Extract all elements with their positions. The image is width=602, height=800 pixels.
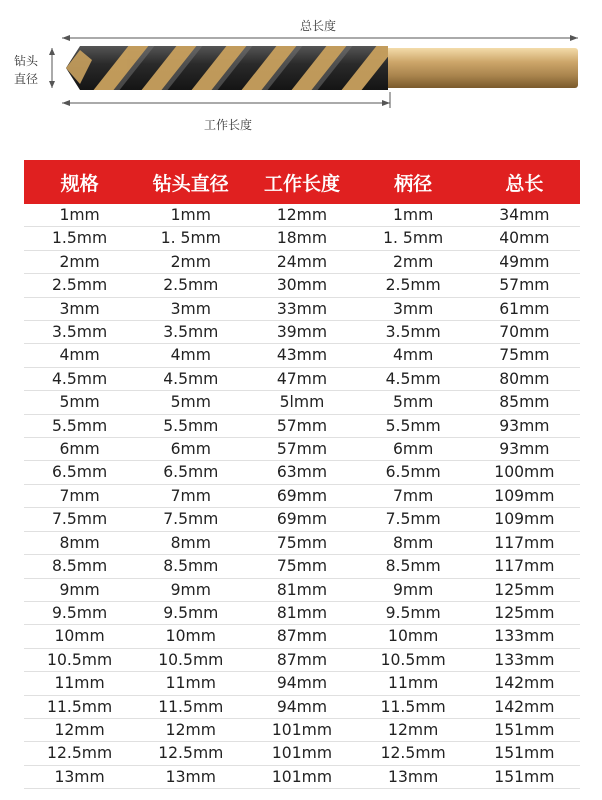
drill-shank — [380, 48, 578, 88]
cell-spec: 4mm — [24, 344, 135, 367]
cell-shank-diameter: 11mm — [358, 672, 469, 695]
cell-shank-diameter: 7.5mm — [358, 508, 469, 531]
cell-spec: 8.5mm — [24, 555, 135, 578]
cell-spec: 1mm — [24, 204, 135, 227]
cell-shank-diameter: 5mm — [358, 391, 469, 414]
diameter-dimension — [49, 48, 55, 88]
table-row — [24, 672, 580, 695]
cell-working-length: 75mm — [246, 555, 357, 578]
table-row — [24, 321, 580, 344]
cell-spec: 9mm — [24, 578, 135, 601]
cell-shank-diameter: 12.5mm — [358, 742, 469, 765]
cell-shank-diameter: 8.5mm — [358, 555, 469, 578]
table-row — [24, 227, 580, 250]
table-row — [24, 274, 580, 297]
cell-total-length: 109mm — [469, 484, 580, 507]
table-row — [24, 508, 580, 531]
cell-shank-diameter: 2.5mm — [358, 274, 469, 297]
cell-total-length: 57mm — [469, 274, 580, 297]
cell-working-length: 69mm — [246, 484, 357, 507]
cell-shank-diameter: 4mm — [358, 344, 469, 367]
cell-shank-diameter: 6mm — [358, 438, 469, 461]
cell-working-length: 18mm — [246, 227, 357, 250]
cell-shank-diameter: 6.5mm — [358, 461, 469, 484]
cell-shank-diameter: 10.5mm — [358, 648, 469, 671]
drill-fluted-body — [60, 44, 398, 94]
cell-bit-diameter: 10.5mm — [135, 648, 246, 671]
cell-bit-diameter: 10mm — [135, 625, 246, 648]
cell-total-length: 93mm — [469, 414, 580, 437]
cell-total-length: 117mm — [469, 531, 580, 554]
cell-spec: 3.5mm — [24, 321, 135, 344]
cell-bit-diameter: 9.5mm — [135, 601, 246, 624]
table-row — [24, 344, 580, 367]
cell-working-length: 5lmm — [246, 391, 357, 414]
header-bit-diameter: 钻头直径 — [135, 160, 246, 204]
working-length-dimension — [62, 92, 390, 108]
table-row — [24, 531, 580, 554]
table-row — [24, 578, 580, 601]
cell-bit-diameter: 3mm — [135, 297, 246, 320]
table-row — [24, 601, 580, 624]
cell-bit-diameter: 3.5mm — [135, 321, 246, 344]
table-row — [24, 742, 580, 765]
table-row — [24, 625, 580, 648]
cell-bit-diameter: 11.5mm — [135, 695, 246, 718]
cell-working-length: 101mm — [246, 742, 357, 765]
cell-shank-diameter: 12mm — [358, 718, 469, 741]
table-row — [24, 438, 580, 461]
cell-total-length: 93mm — [469, 438, 580, 461]
cell-shank-diameter: 3.5mm — [358, 321, 469, 344]
header-spec: 规格 — [24, 160, 135, 204]
cell-bit-diameter: 6.5mm — [135, 461, 246, 484]
header-total-length: 总长 — [469, 160, 580, 204]
table-row — [24, 695, 580, 718]
cell-bit-diameter: 5mm — [135, 391, 246, 414]
cell-spec: 10mm — [24, 625, 135, 648]
cell-total-length: 109mm — [469, 508, 580, 531]
cell-bit-diameter: 8.5mm — [135, 555, 246, 578]
cell-total-length: 142mm — [469, 695, 580, 718]
cell-total-length: 151mm — [469, 742, 580, 765]
cell-total-length: 133mm — [469, 648, 580, 671]
cell-spec: 4.5mm — [24, 367, 135, 390]
cell-bit-diameter: 4.5mm — [135, 367, 246, 390]
cell-spec: 7mm — [24, 484, 135, 507]
cell-shank-diameter: 9mm — [358, 578, 469, 601]
cell-working-length: 30mm — [246, 274, 357, 297]
cell-shank-diameter: 11.5mm — [358, 695, 469, 718]
cell-working-length: 69mm — [246, 508, 357, 531]
cell-bit-diameter: 12mm — [135, 718, 246, 741]
cell-spec: 10.5mm — [24, 648, 135, 671]
cell-working-length: 33mm — [246, 297, 357, 320]
spec-table — [24, 160, 580, 789]
cell-spec: 11.5mm — [24, 695, 135, 718]
table-row — [24, 484, 580, 507]
cell-working-length: 101mm — [246, 765, 357, 788]
cell-working-length: 101mm — [246, 718, 357, 741]
cell-spec: 6.5mm — [24, 461, 135, 484]
total-length-label: 总长度 — [300, 19, 337, 33]
cell-spec: 6mm — [24, 438, 135, 461]
cell-working-length: 12mm — [246, 204, 357, 227]
cell-total-length: 151mm — [469, 718, 580, 741]
cell-spec: 3mm — [24, 297, 135, 320]
cell-bit-diameter: 7mm — [135, 484, 246, 507]
cell-total-length: 40mm — [469, 227, 580, 250]
cell-shank-diameter: 5.5mm — [358, 414, 469, 437]
working-length-label: 工作长度 — [204, 118, 253, 132]
cell-shank-diameter: 7mm — [358, 484, 469, 507]
cell-shank-diameter: 3mm — [358, 297, 469, 320]
table-row — [24, 414, 580, 437]
cell-spec: 9.5mm — [24, 601, 135, 624]
cell-spec: 12mm — [24, 718, 135, 741]
cell-working-length: 39mm — [246, 321, 357, 344]
cell-bit-diameter: 12.5mm — [135, 742, 246, 765]
cell-bit-diameter: 2mm — [135, 250, 246, 273]
cell-bit-diameter: 2.5mm — [135, 274, 246, 297]
cell-total-length: 70mm — [469, 321, 580, 344]
cell-working-length: 94mm — [246, 695, 357, 718]
table-row — [24, 297, 580, 320]
cell-working-length: 24mm — [246, 250, 357, 273]
cell-spec: 11mm — [24, 672, 135, 695]
cell-shank-diameter: 2mm — [358, 250, 469, 273]
cell-working-length: 63mm — [246, 461, 357, 484]
table-body — [24, 204, 580, 789]
cell-spec: 1.5mm — [24, 227, 135, 250]
cell-spec: 2.5mm — [24, 274, 135, 297]
cell-working-length: 57mm — [246, 414, 357, 437]
cell-bit-diameter: 1. 5mm — [135, 227, 246, 250]
header-working-length: 工作长度 — [246, 160, 357, 204]
table-row — [24, 555, 580, 578]
cell-bit-diameter: 13mm — [135, 765, 246, 788]
cell-bit-diameter: 5.5mm — [135, 414, 246, 437]
cell-total-length: 125mm — [469, 578, 580, 601]
cell-shank-diameter: 13mm — [358, 765, 469, 788]
cell-working-length: 81mm — [246, 601, 357, 624]
table-header-row — [24, 160, 580, 204]
table-row — [24, 391, 580, 414]
cell-shank-diameter: 8mm — [358, 531, 469, 554]
header-shank-diameter: 柄径 — [358, 160, 469, 204]
cell-shank-diameter: 9.5mm — [358, 601, 469, 624]
cell-bit-diameter: 4mm — [135, 344, 246, 367]
diameter-label-line1: 钻头 — [14, 54, 39, 68]
cell-total-length: 61mm — [469, 297, 580, 320]
cell-shank-diameter: 1. 5mm — [358, 227, 469, 250]
cell-total-length: 49mm — [469, 250, 580, 273]
cell-spec: 2mm — [24, 250, 135, 273]
table-row — [24, 765, 580, 788]
table-row — [24, 648, 580, 671]
total-length-dimension — [62, 35, 578, 41]
cell-bit-diameter: 6mm — [135, 438, 246, 461]
cell-working-length: 43mm — [246, 344, 357, 367]
cell-bit-diameter: 8mm — [135, 531, 246, 554]
cell-shank-diameter: 10mm — [358, 625, 469, 648]
cell-bit-diameter: 11mm — [135, 672, 246, 695]
cell-spec: 5mm — [24, 391, 135, 414]
cell-total-length: 125mm — [469, 601, 580, 624]
cell-total-length: 151mm — [469, 765, 580, 788]
drill-bit-diagram — [0, 0, 602, 150]
cell-bit-diameter: 7.5mm — [135, 508, 246, 531]
cell-spec: 13mm — [24, 765, 135, 788]
cell-spec: 5.5mm — [24, 414, 135, 437]
table-row — [24, 250, 580, 273]
cell-working-length: 47mm — [246, 367, 357, 390]
diameter-label-line2: 直径 — [14, 72, 39, 86]
table-row — [24, 204, 580, 227]
cell-shank-diameter: 4.5mm — [358, 367, 469, 390]
cell-total-length: 117mm — [469, 555, 580, 578]
cell-working-length: 94mm — [246, 672, 357, 695]
cell-spec: 8mm — [24, 531, 135, 554]
cell-working-length: 81mm — [246, 578, 357, 601]
cell-total-length: 80mm — [469, 367, 580, 390]
cell-working-length: 87mm — [246, 648, 357, 671]
cell-total-length: 142mm — [469, 672, 580, 695]
cell-working-length: 75mm — [246, 531, 357, 554]
cell-spec: 7.5mm — [24, 508, 135, 531]
cell-working-length: 57mm — [246, 438, 357, 461]
cell-shank-diameter: 1mm — [358, 204, 469, 227]
cell-bit-diameter: 1mm — [135, 204, 246, 227]
cell-total-length: 133mm — [469, 625, 580, 648]
cell-spec: 12.5mm — [24, 742, 135, 765]
cell-bit-diameter: 9mm — [135, 578, 246, 601]
spec-table-container — [24, 160, 580, 789]
cell-total-length: 75mm — [469, 344, 580, 367]
table-row — [24, 367, 580, 390]
cell-working-length: 87mm — [246, 625, 357, 648]
cell-total-length: 100mm — [469, 461, 580, 484]
cell-total-length: 34mm — [469, 204, 580, 227]
table-row — [24, 461, 580, 484]
table-row — [24, 718, 580, 741]
cell-total-length: 85mm — [469, 391, 580, 414]
